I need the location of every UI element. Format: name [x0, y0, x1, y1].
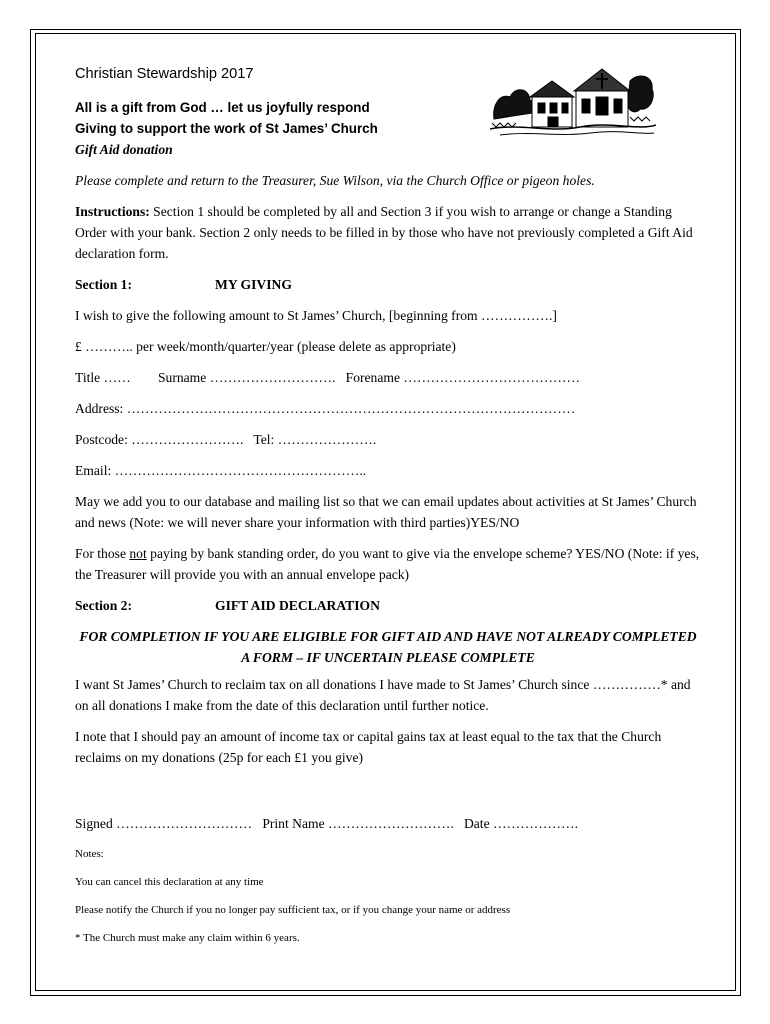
reclaim-declaration[interactable]: I want St James’ Church to reclaim tax on all donations I have made to St James’ Church since ……………* and on all donations I make from the date of this declaration until further notice. [75, 677, 691, 713]
section2-name: GIFT AID DECLARATION [215, 598, 380, 613]
surname-field[interactable]: Surname ………………………. [157, 370, 336, 385]
instructions-text: Section 1 should be completed by all and Section 3 if you wish to arrange or change a Standing Order with your bank. Section 2 only needs to be filled in by those who have not previously completed a Gift Aid declaration form. [75, 204, 693, 261]
section1-header [75, 274, 701, 295]
name-fields [75, 367, 701, 388]
envelope-pre: For those [75, 546, 130, 561]
section1-label: Section 1: [75, 277, 133, 292]
address-field[interactable]: Address: ……………………………………………………………………………………… [75, 401, 576, 416]
tax-note: I note that I should pay an amount of income tax or capital gains tax at least equal to the tax that the Church reclaims on my donations (25p for each £1 you give) [75, 729, 662, 765]
document-body [75, 64, 701, 945]
give-amount-statement[interactable]: I wish to give the following amount to St James’ Church, [beginning from …………….] [75, 308, 557, 323]
section2-header [75, 595, 701, 616]
envelope-post: paying by bank standing order, do you want to give via the envelope scheme? YES/NO (Note: if yes, the Treasurer will provide you with an annual envelope pack) [75, 546, 700, 582]
note-1: You can cancel this declaration at any time [75, 876, 264, 888]
envelope-not: not [129, 546, 147, 561]
contact-fields [75, 429, 701, 450]
signed-field[interactable]: Signed ………………………… [75, 816, 253, 831]
tagline: All is a gift from God … let us joyfully respond [75, 100, 370, 115]
section1-name: MY GIVING [215, 277, 292, 292]
print-name-field[interactable]: Print Name ………………………. [262, 816, 454, 831]
tel-field[interactable]: Tel: …………………. [253, 432, 377, 447]
instructions [75, 201, 701, 264]
instructions-label: Instructions: [75, 204, 150, 219]
postcode-field[interactable]: Postcode: ……………………. [75, 432, 244, 447]
envelope-scheme[interactable] [75, 543, 701, 585]
form-heading: Gift Aid donation [75, 142, 173, 157]
section2-label: Section 2: [75, 598, 133, 613]
note-3: * The Church must make any claim within 6 years. [75, 932, 300, 944]
forename-field[interactable]: Forename ………………………………… [345, 370, 581, 385]
note-2: Please notify the Church if you no longer pay sufficient tax, or if you change your name or address [75, 904, 511, 916]
amount-field[interactable]: £ ……….. per week/month/quarter/year (please delete as appropriate) [75, 339, 456, 354]
notes-heading: Notes: [75, 848, 104, 860]
signature-line [75, 813, 701, 834]
database-consent[interactable]: May we add you to our database and mailing list so that we can email updates about activities at St James’ Church and news (Note: we will never share your information with third parties)YES/NO [75, 494, 697, 530]
eligibility-notice: FOR COMPLETION IF YOU ARE ELIGIBLE FOR GIFT AID AND HAVE NOT ALREADY COMPLETED A FORM – IF UNCERTAIN PLEASE COMPLETE [79, 629, 697, 665]
email-field[interactable]: Email: ……………………………………………….. [75, 463, 367, 478]
title-field[interactable]: Title …… [75, 370, 131, 385]
intro-text: Please complete and return to the Treasurer, Sue Wilson, via the Church Office or pigeon holes. [75, 173, 595, 188]
document-title: Christian Stewardship 2017 [75, 66, 254, 82]
date-field[interactable]: Date ………………. [463, 816, 578, 831]
subtitle: Giving to support the work of St James’ Church [75, 121, 378, 136]
